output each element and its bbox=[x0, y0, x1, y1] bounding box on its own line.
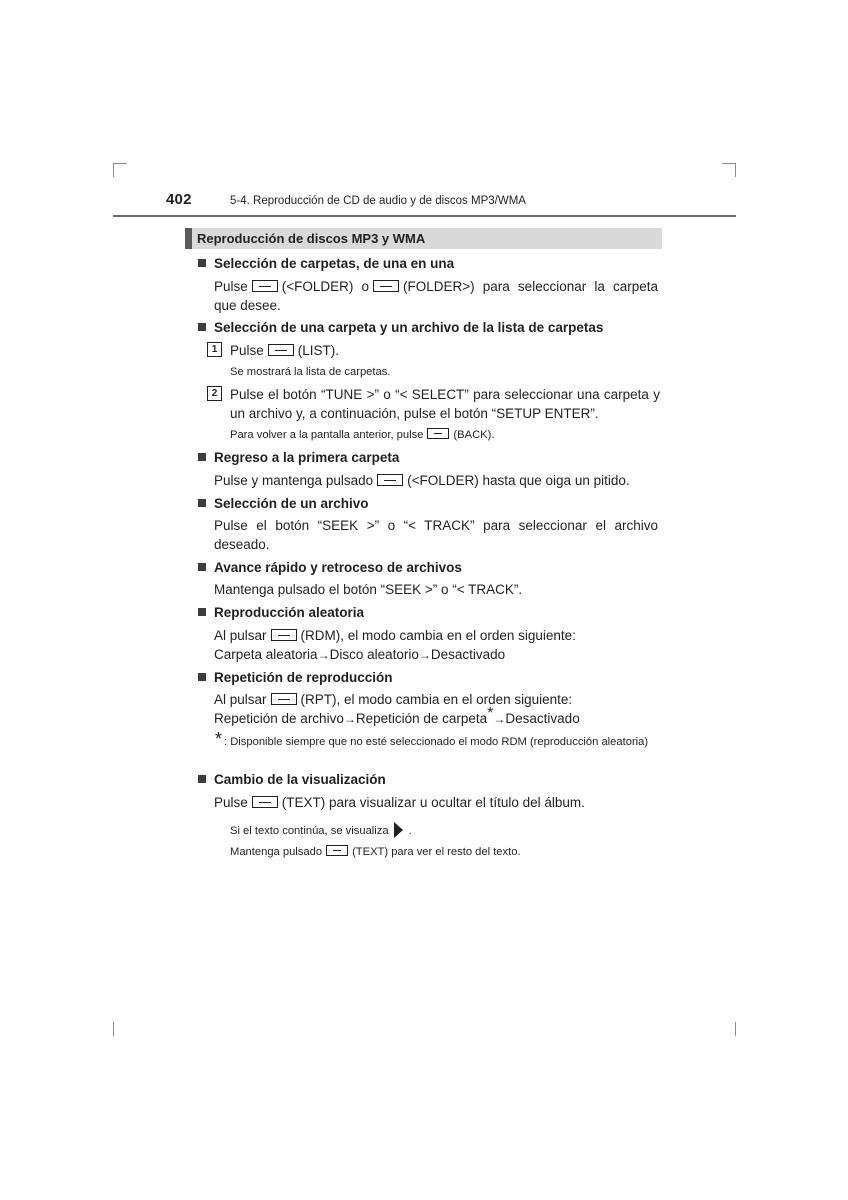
paragraph-folder-select: Pulse (<FOLDER) o (FOLDER>) para seleccionar la carpeta que desee. bbox=[214, 279, 658, 313]
bullet-square-icon bbox=[198, 608, 206, 616]
crop-mark bbox=[113, 1022, 114, 1036]
bullet-square-icon bbox=[198, 775, 206, 783]
button-icon bbox=[252, 796, 278, 808]
step-number-2: 2 bbox=[207, 386, 222, 401]
paragraph-random: Al pulsar (RDM), el modo cambia en el orden siguiente: Carpeta aleatoria→Disco aleatorio→Desactivado bbox=[214, 628, 576, 662]
bullet-square-icon bbox=[198, 453, 206, 461]
arrow-right-icon: → bbox=[343, 712, 356, 726]
heading-random: Reproducción aleatoria bbox=[198, 603, 364, 622]
footnote-star: * bbox=[215, 729, 223, 749]
crop-mark bbox=[113, 163, 127, 164]
button-icon bbox=[377, 474, 403, 486]
button-icon bbox=[373, 280, 399, 292]
bullet-square-icon bbox=[198, 323, 206, 331]
step-1-note: Se mostrará la lista de carpetas. bbox=[230, 366, 391, 378]
heading-display: Cambio de la visualización bbox=[198, 770, 386, 789]
heading-folder-select: Selección de carpetas, de una en una bbox=[198, 254, 454, 273]
button-icon bbox=[268, 344, 294, 356]
paragraph-file-select: Pulse el botón “SEEK >” o “< TRACK” para seleccionar el archivo deseado. bbox=[214, 518, 658, 552]
footnote-text: : Disponible siempre que no esté seleccionado el modo RDM (reproducción aleatoria) bbox=[224, 736, 649, 748]
header-rule bbox=[113, 215, 736, 217]
button-icon bbox=[271, 629, 297, 641]
button-icon bbox=[271, 693, 297, 705]
triangle-right-icon bbox=[394, 822, 403, 838]
heading-file-select: Selección de un archivo bbox=[198, 494, 369, 513]
section-heading bbox=[185, 228, 662, 249]
heading-fast-forward: Avance rápido y retroceso de archivos bbox=[198, 558, 462, 577]
bullet-square-icon bbox=[198, 499, 206, 507]
button-icon bbox=[326, 845, 348, 856]
step-2-text: Pulse el botón “TUNE >” o “< SELECT” para seleccionar una carpeta y un archivo y, a continuación, pulse el botón “SETUP ENTER”. bbox=[230, 387, 660, 421]
section-title: Reproducción de discos MP3 y WMA bbox=[197, 231, 426, 246]
heading-repeat: Repetición de reproducción bbox=[198, 668, 393, 687]
chapter-title: 5-4. Reproducción de CD de audio y de discos MP3/WMA bbox=[230, 195, 526, 207]
crop-mark bbox=[113, 163, 114, 177]
section-accent bbox=[185, 228, 192, 249]
heading-list-select: Selección de una carpeta y un archivo de la lista de carpetas bbox=[198, 318, 603, 337]
arrow-right-icon: → bbox=[317, 648, 330, 662]
step-2-note: Para volver a la pantalla anterior, pulse (BACK). bbox=[230, 429, 495, 441]
bullet-square-icon bbox=[198, 563, 206, 571]
heading-first-folder: Regreso a la primera carpeta bbox=[198, 448, 399, 467]
button-icon bbox=[252, 280, 278, 292]
crop-mark bbox=[735, 1022, 736, 1036]
paragraph-first-folder: Pulse y mantenga pulsado (<FOLDER) hasta que oiga un pitido. bbox=[214, 473, 630, 488]
paragraph-display: Pulse (TEXT) para visualizar u ocultar el título del álbum. bbox=[214, 795, 585, 810]
arrow-right-icon: → bbox=[493, 712, 506, 726]
paragraph-repeat: Al pulsar (RPT), el modo cambia en el orden siguiente: Repetición de archivo→Repetición de carpeta*→Desactivado bbox=[214, 692, 580, 726]
display-note-1: Si el texto continúa, se visualiza . bbox=[230, 822, 412, 839]
button-icon bbox=[427, 428, 449, 439]
bullet-square-icon bbox=[198, 259, 206, 267]
step-1-text: Pulse (LIST). bbox=[230, 343, 340, 358]
page-number: 402 bbox=[166, 191, 192, 208]
crop-mark bbox=[735, 163, 736, 177]
display-note-2: Mantenga pulsado (TEXT) para ver el resto del texto. bbox=[230, 846, 521, 858]
bullet-square-icon bbox=[198, 673, 206, 681]
arrow-right-icon: → bbox=[418, 648, 431, 662]
paragraph-fast-forward: Mantenga pulsado el botón “SEEK >” o “< TRACK”. bbox=[214, 582, 523, 597]
footnote-marker: * bbox=[487, 705, 494, 723]
step-number-1: 1 bbox=[207, 342, 222, 357]
crop-mark bbox=[722, 163, 736, 164]
